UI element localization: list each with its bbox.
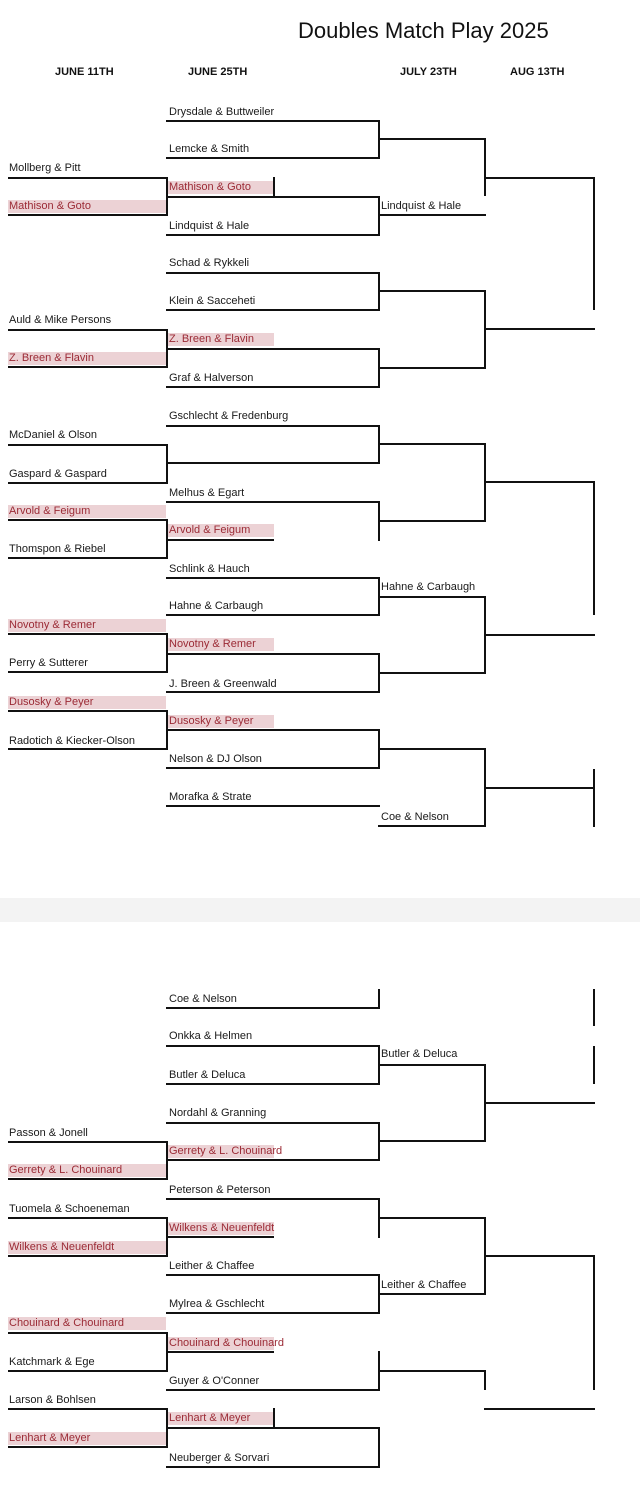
bracket-line: [166, 1122, 380, 1124]
bracket-line: [8, 329, 168, 331]
bracket-line: [378, 825, 486, 827]
bracket-connector: [593, 481, 595, 615]
bracket-line: [484, 1255, 595, 1257]
bracket-connector: [593, 769, 595, 827]
bracket-line: [484, 1102, 595, 1104]
team-slot-winner: Chouinard & Chouinard: [169, 1337, 284, 1349]
bracket-line: [166, 1045, 380, 1047]
team-slot: Butler & Deluca: [381, 1048, 458, 1060]
bracket-line: [8, 519, 168, 521]
round-header-june-25: JUNE 25TH: [188, 66, 248, 78]
bracket-line: [8, 1370, 168, 1372]
team-slot: Coe & Nelson: [169, 993, 237, 1005]
team-slot: Radotich & Kiecker-Olson: [9, 735, 135, 747]
bracket-line: [8, 366, 168, 368]
bracket-line: [166, 729, 380, 731]
team-slot: Guyer & O'Conner: [169, 1375, 260, 1387]
bracket-line: [166, 120, 380, 122]
bracket-connector: [593, 989, 595, 1026]
bracket-line: [484, 177, 595, 179]
bracket-line: [8, 748, 168, 750]
bracket-line: [166, 1198, 380, 1200]
bracket-line: [166, 234, 380, 236]
team-slot: Thomspon & Riebel: [9, 543, 106, 555]
bracket-line: [166, 196, 380, 198]
round-header-july-23: JULY 23TH: [400, 66, 457, 78]
bracket-line: [8, 1408, 168, 1410]
team-slot-winner: Z. Breen & Flavin: [168, 333, 274, 346]
team-slot-winner: Wilkens & Neuenfeldt: [8, 1241, 166, 1254]
bracket-line: [8, 214, 168, 216]
bracket-line: [166, 691, 380, 693]
bracket-line: [378, 1217, 486, 1219]
team-slot-winner: Novotny & Remer: [168, 638, 274, 651]
team-slot: Schlink & Hauch: [169, 563, 250, 575]
bracket-line: [8, 444, 168, 446]
bracket-line: [166, 462, 380, 464]
bracket-line: [8, 1332, 168, 1334]
bracket-line: [166, 1159, 380, 1161]
bracket-line: [8, 1178, 168, 1180]
team-slot: Mollberg & Pitt: [9, 162, 81, 174]
bracket-connector: [166, 444, 168, 484]
bracket-line: [484, 634, 595, 636]
team-slot-winner: Wilkens & Neuenfeldt: [169, 1222, 275, 1234]
bracket-connector: [378, 1427, 380, 1468]
bracket-line: [484, 481, 595, 483]
bracket-line: [166, 1389, 380, 1391]
bracket-line: [166, 1274, 380, 1276]
bracket-line: [166, 805, 380, 807]
bracket-line: [8, 633, 168, 635]
team-slot: Hahne & Carbaugh: [381, 581, 476, 593]
bracket-line: [166, 1312, 380, 1314]
bracket-line: [166, 767, 380, 769]
bracket-line: [8, 1446, 168, 1448]
team-slot: Lindquist & Hale: [381, 200, 462, 212]
team-slot-winner: Chouinard & Chouinard: [8, 1317, 166, 1330]
bracket-line: [484, 328, 595, 330]
team-slot: Hahne & Carbaugh: [169, 600, 264, 612]
team-slot: Leither & Chaffee: [381, 1279, 467, 1291]
bracket-line: [378, 748, 486, 750]
bracket-line: [166, 577, 380, 579]
bracket-line: [378, 1140, 486, 1142]
bracket-line: [484, 1408, 595, 1410]
bracket-line: [166, 425, 380, 427]
bracket-line: [378, 520, 486, 522]
bracket-line: [166, 309, 380, 311]
bracket-line: [378, 443, 486, 445]
bracket-line: [378, 214, 486, 216]
bracket-line: [166, 539, 274, 541]
team-slot: Auld & Mike Persons: [9, 314, 112, 326]
team-slot-winner: Gerrety & L. Chouinard: [8, 1164, 166, 1177]
team-slot-winner: Dusosky & Peyer: [168, 715, 274, 728]
bracket-line: [8, 1217, 168, 1219]
team-slot: Passon & Jonell: [9, 1127, 88, 1139]
bracket-line: [166, 1466, 380, 1468]
team-slot: Graf & Halverson: [169, 372, 254, 384]
team-slot-winner: Dusosky & Peyer: [8, 696, 166, 709]
bracket-line: [166, 348, 380, 350]
bracket-line: [166, 272, 380, 274]
bracket-line: [484, 787, 595, 789]
team-slot: Gschlecht & Fredenburg: [169, 410, 289, 422]
bracket-line: [8, 1141, 168, 1143]
team-slot-winner: Mathison & Goto: [8, 200, 166, 213]
team-slot-winner: Mathison & Goto: [168, 181, 274, 194]
bracket-line: [166, 1083, 380, 1085]
bracket-connector: [273, 1408, 275, 1427]
team-slot: Neuberger & Sorvari: [169, 1452, 270, 1464]
team-slot-winner: Gerrety & L. Chouinard: [169, 1145, 283, 1157]
team-slot: Perry & Sutterer: [9, 657, 88, 669]
team-slot: Coe & Nelson: [381, 811, 449, 823]
bracket-line: [378, 1370, 486, 1372]
team-slot-winner: Lenhart & Meyer: [168, 1412, 274, 1425]
bracket-line: [166, 1427, 380, 1429]
team-slot: Klein & Sacceheti: [169, 295, 256, 307]
bracket-connector: [593, 1046, 595, 1084]
team-slot-winner: Lenhart & Meyer: [8, 1432, 166, 1445]
team-slot-winner: Z. Breen & Flavin: [8, 352, 166, 365]
bracket-line: [378, 672, 486, 674]
team-slot: Drysdale & Buttweiler: [169, 106, 275, 118]
team-slot-winner: Arvold & Feigum: [8, 505, 166, 518]
bracket-line: [166, 653, 380, 655]
bracket-connector: [378, 989, 380, 1009]
bracket-line: [166, 1236, 274, 1238]
team-slot: Morafka & Strate: [169, 791, 252, 803]
bracket-line: [166, 1007, 380, 1009]
team-slot: Katchmark & Ege: [9, 1356, 95, 1368]
team-slot-winner: Novotny & Remer: [8, 619, 166, 632]
team-slot: Lindquist & Hale: [169, 220, 250, 232]
team-slot: McDaniel & Olson: [9, 429, 98, 441]
bracket-connector: [593, 177, 595, 310]
team-slot: Nelson & DJ Olson: [169, 753, 262, 765]
team-slot: Tuomela & Schoeneman: [9, 1203, 130, 1215]
bracket-line: [166, 501, 380, 503]
page-break-band: [0, 898, 640, 922]
page-title: Doubles Match Play 2025: [298, 18, 549, 43]
team-slot: Peterson & Peterson: [169, 1184, 271, 1196]
team-slot: Melhus & Egart: [169, 487, 245, 499]
bracket-line: [8, 671, 168, 673]
round-header-aug-13: AUG 13TH: [510, 66, 565, 78]
team-slot: Butler & Deluca: [169, 1069, 246, 1081]
bracket-line: [166, 1351, 274, 1353]
bracket-connector: [273, 177, 275, 196]
team-slot: Nordahl & Granning: [169, 1107, 267, 1119]
bracket-line: [378, 1064, 486, 1066]
bracket-line: [378, 367, 486, 369]
team-slot: J. Breen & Greenwald: [169, 678, 277, 690]
bracket-connector: [484, 1370, 486, 1390]
team-slot: Schad & Rykkeli: [169, 257, 250, 269]
bracket-line: [378, 1293, 486, 1295]
team-slot-winner: Arvold & Feigum: [168, 524, 274, 537]
bracket-line: [8, 710, 168, 712]
bracket-line: [378, 596, 486, 598]
bracket-line: [166, 157, 380, 159]
team-slot: Larson & Bohlsen: [9, 1394, 96, 1406]
team-slot: Onkka & Helmen: [169, 1030, 253, 1042]
bracket-line: [8, 557, 168, 559]
bracket-line: [166, 614, 380, 616]
round-header-june-11: JUNE 11TH: [55, 66, 114, 78]
bracket-line: [166, 386, 380, 388]
team-slot: Gaspard & Gaspard: [9, 468, 107, 480]
bracket-line: [8, 482, 168, 484]
bracket-line: [8, 1255, 168, 1257]
bracket-line: [378, 138, 486, 140]
bracket-line: [378, 290, 486, 292]
team-slot: Mylrea & Gschlecht: [169, 1298, 265, 1310]
team-slot: Leither & Chaffee: [169, 1260, 255, 1272]
team-slot: Lemcke & Smith: [169, 143, 250, 155]
bracket-connector: [484, 138, 486, 196]
bracket-line: [8, 177, 168, 179]
bracket-connector: [593, 1255, 595, 1390]
